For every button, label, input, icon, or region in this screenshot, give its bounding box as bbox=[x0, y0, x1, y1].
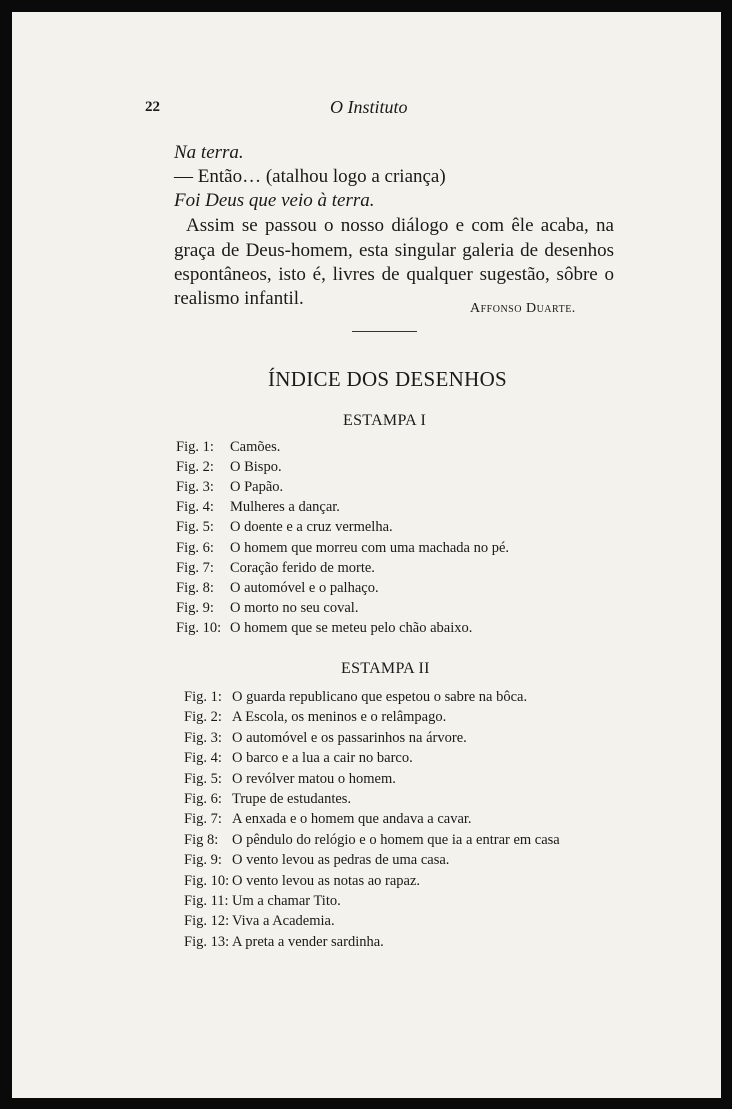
figure-label: Fig. 13: bbox=[184, 933, 230, 950]
figure-caption: O barco e a lua a cair no barco. bbox=[232, 750, 413, 767]
figure-label: Fig. 10: bbox=[176, 619, 222, 636]
figure-entry bbox=[176, 540, 509, 557]
paragraph-line-1 bbox=[174, 215, 614, 237]
figure-caption: Um a chamar Tito. bbox=[232, 893, 341, 909]
text-line-2: — Então… (atalhou logo a criança) bbox=[174, 166, 446, 187]
figure-label: Fig. 2: bbox=[176, 459, 214, 476]
figure-caption: A Escola, os meninos e o relâmpago. bbox=[232, 709, 447, 726]
figure-label: Fig. 4: bbox=[176, 499, 214, 516]
figure-entry bbox=[176, 620, 472, 637]
figure-caption: O homem que morreu com uma machada no pé. bbox=[230, 539, 510, 556]
figure-entry bbox=[184, 852, 449, 869]
figure-entry bbox=[184, 893, 341, 910]
plate-1-title: ESTAMPA I bbox=[343, 412, 427, 429]
section-divider bbox=[352, 331, 417, 332]
figure-entry bbox=[184, 934, 384, 951]
figure-entry bbox=[184, 832, 560, 849]
running-title: O Instituto bbox=[330, 97, 408, 117]
figure-caption: Coração ferido de morte. bbox=[230, 559, 375, 576]
figure-caption: O homem que se meteu pelo chão abaixo. bbox=[230, 619, 473, 636]
figure-caption: O revólver matou o homem. bbox=[232, 770, 396, 787]
figure-caption: O vento levou as pedras de uma casa. bbox=[232, 852, 450, 869]
figure-caption: Mulheres a dançar. bbox=[230, 499, 340, 516]
figure-label: Fig. 4: bbox=[184, 750, 222, 767]
figure-entry bbox=[184, 771, 396, 788]
figure-label: Fig. 5: bbox=[184, 770, 222, 787]
paragraph-line-2: graça de Deus-homem, esta singular galeria de desenhos bbox=[174, 240, 614, 261]
figure-entry bbox=[184, 791, 351, 808]
text-line-3: Foi Deus que veio à terra. bbox=[174, 190, 375, 211]
figure-label: Fig. 6: bbox=[176, 539, 214, 556]
figure-entry bbox=[184, 873, 420, 890]
figure-caption: O automóvel e o palhaço. bbox=[230, 579, 379, 596]
figure-label: Fig. 8: bbox=[176, 579, 214, 596]
figure-label: Fig. 5: bbox=[176, 519, 214, 536]
figure-label: Fig. 6: bbox=[184, 791, 222, 807]
paragraph-line-3: espontâneos, isto é, livres de qualquer sugestão, sôbre o bbox=[174, 264, 614, 285]
figure-entry bbox=[176, 459, 282, 476]
figure-caption: Camões. bbox=[230, 439, 281, 455]
figure-caption: O doente e a cruz vermelha. bbox=[230, 519, 393, 536]
figure-entry bbox=[184, 730, 467, 747]
figure-entry bbox=[184, 689, 527, 706]
figure-caption: O Bispo. bbox=[230, 459, 282, 476]
figure-entry bbox=[176, 580, 379, 597]
index-title: ÍNDICE DOS DESENHOS bbox=[268, 367, 508, 391]
signature: Affonso Duarte. bbox=[470, 301, 576, 316]
figure-caption: A enxada e o homem que andava a cavar. bbox=[232, 811, 472, 828]
figure-caption: O pêndulo do relógio e o homem que ia a entrar em casa bbox=[232, 831, 560, 848]
figure-label: Fig. 9: bbox=[184, 852, 222, 869]
figure-caption: O guarda republicano que espetou o sabre na bôca. bbox=[232, 689, 528, 705]
figure-label: Fig. 3: bbox=[184, 729, 222, 746]
figure-caption: O automóvel e os passarinhos na árvore. bbox=[232, 729, 467, 746]
figure-entry bbox=[176, 600, 358, 617]
figure-label: Fig. 1: bbox=[184, 689, 222, 705]
figure-caption: O vento levou as notas ao rapaz. bbox=[232, 872, 421, 889]
plate-2-title: ESTAMPA II bbox=[341, 660, 430, 677]
figure-entry bbox=[184, 750, 413, 767]
paragraph-line-1-text: Assim se passou o nosso diálogo e com êle acaba, na bbox=[186, 215, 614, 236]
figure-entry bbox=[176, 519, 393, 536]
figure-label: Fig 8: bbox=[184, 831, 219, 848]
figure-entry bbox=[176, 499, 340, 516]
figure-caption: Trupe de estudantes. bbox=[232, 791, 352, 807]
figure-entry bbox=[184, 913, 335, 930]
paragraph-line-4: realismo infantil. bbox=[174, 288, 304, 309]
figure-label: Fig. 7: bbox=[184, 811, 222, 828]
figure-label: Fig. 12: bbox=[184, 913, 230, 930]
figure-label: Fig. 1: bbox=[176, 439, 214, 455]
figure-caption: A preta a vender sardinha. bbox=[232, 933, 384, 950]
figure-label: Fig. 11: bbox=[184, 893, 229, 909]
figure-label: Fig. 3: bbox=[176, 479, 214, 496]
text-line-1: Na terra. bbox=[174, 142, 244, 163]
figure-label: Fig. 9: bbox=[176, 599, 214, 616]
figure-entry bbox=[184, 709, 446, 726]
figure-label: Fig. 7: bbox=[176, 559, 214, 576]
page-number: 22 bbox=[145, 99, 160, 115]
figure-label: Fig. 10: bbox=[184, 872, 230, 889]
document-page bbox=[12, 12, 721, 1098]
figure-entry bbox=[176, 479, 283, 496]
figure-caption: O Papão. bbox=[230, 479, 284, 496]
figure-entry bbox=[184, 811, 472, 828]
figure-label: Fig. 2: bbox=[184, 709, 222, 726]
figure-caption: Viva a Academia. bbox=[232, 913, 335, 930]
figure-caption: O morto no seu coval. bbox=[230, 599, 359, 616]
figure-entry bbox=[176, 439, 280, 456]
figure-entry bbox=[176, 560, 375, 577]
